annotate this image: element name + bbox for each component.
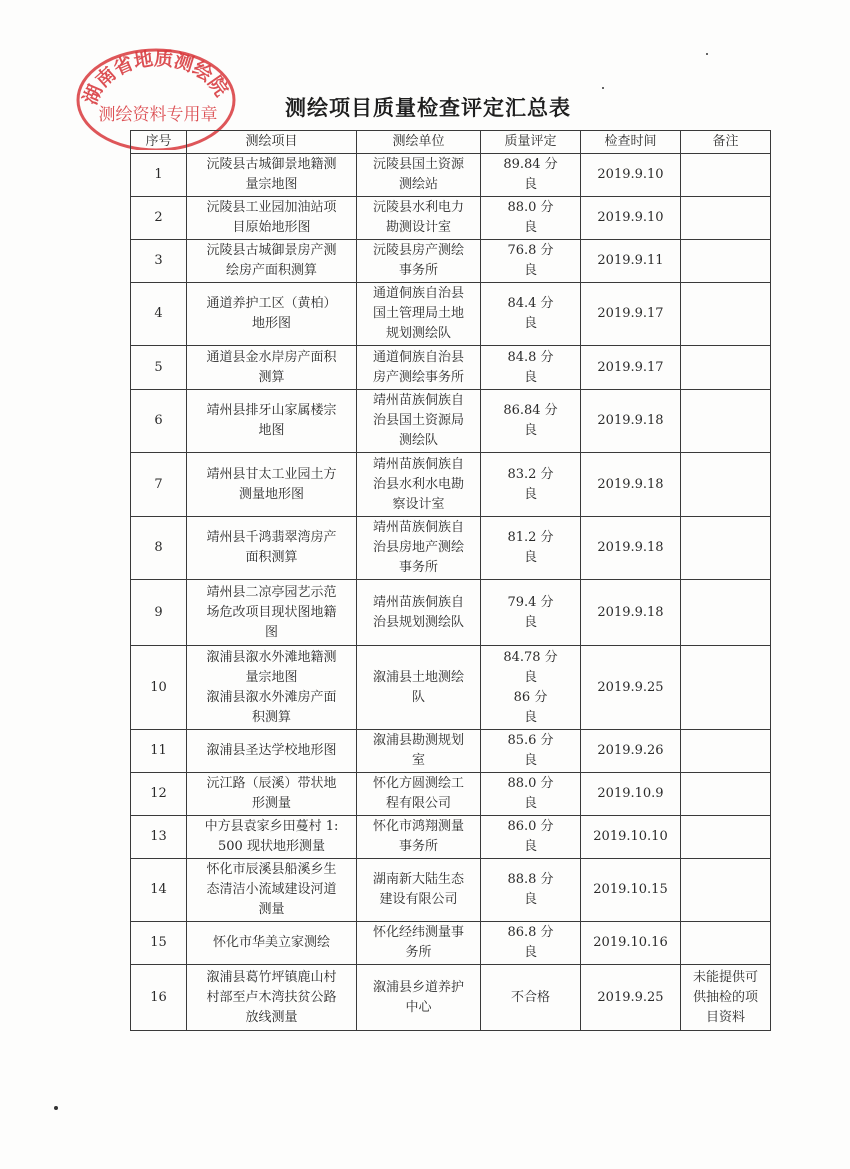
cell-rating-line: 良	[523, 369, 537, 385]
cell-index: 16	[131, 965, 187, 1031]
header-note: 备注	[681, 131, 771, 154]
cell-project	[187, 390, 357, 453]
cell-note	[681, 580, 771, 646]
cell-project-line: 测算	[258, 369, 285, 385]
cell-project-line: 积测算	[251, 709, 291, 725]
cell-project	[187, 197, 357, 240]
cell-rating-line: 良	[523, 669, 537, 685]
cell-rating-line: 良	[523, 945, 537, 960]
table-row	[131, 346, 771, 390]
cell-rating-line: 良	[523, 550, 537, 565]
cell-note	[681, 197, 771, 240]
cell-date: 2019.9.26	[581, 730, 681, 773]
cell-unit-line: 建设有限公司	[379, 892, 458, 907]
scan-speck	[54, 1106, 58, 1110]
cell-project	[187, 730, 357, 773]
cell-rating-line: 89.84 分	[503, 157, 558, 172]
cell-date: 2019.9.10	[581, 197, 681, 240]
cell-unit-line: 靖州苗族侗族自	[372, 520, 464, 535]
cell-rating-line: 88.0 分	[507, 776, 554, 791]
cell-unit-line: 察设计室	[392, 496, 445, 512]
cell-note-line: 供抽检的项	[692, 989, 758, 1005]
cell-unit	[357, 730, 481, 773]
cell-project	[187, 517, 357, 580]
cell-rating-line: 79.4 分	[507, 594, 554, 610]
cell-project	[187, 453, 357, 517]
cell-unit	[357, 346, 481, 390]
cell-index: 10	[131, 646, 187, 730]
cell-project-line: 地形图	[251, 316, 291, 331]
cell-project-line: 量宗地图	[245, 669, 298, 685]
cell-project-line: 图	[264, 624, 278, 640]
cell-unit-line: 房产测绘事务所	[372, 369, 464, 385]
cell-index: 8	[131, 517, 187, 580]
cell-rating-line: 86.0 分	[507, 819, 554, 834]
cell-note	[681, 154, 771, 197]
cell-note	[681, 922, 771, 965]
cell-date: 2019.9.18	[581, 453, 681, 517]
cell-unit-line: 通道侗族自治县	[372, 286, 464, 301]
cell-unit-line: 溆浦县土地测绘	[372, 669, 464, 685]
cell-project-line: 放线测量	[245, 1009, 298, 1025]
cell-project-line: 靖州县排牙山家属楼宗	[206, 403, 337, 418]
cell-unit-line: 事务所	[398, 263, 438, 278]
cell-project	[187, 859, 357, 922]
cell-note	[681, 773, 771, 816]
cell-rating	[481, 197, 581, 240]
inspection-summary-table	[130, 130, 771, 1031]
table-row	[131, 197, 771, 240]
cell-rating	[481, 346, 581, 390]
cell-rating	[481, 154, 581, 197]
cell-project	[187, 773, 357, 816]
cell-unit	[357, 283, 481, 346]
cell-unit-line: 国土管理局土地	[372, 306, 464, 321]
cell-project-line: 形测量	[251, 796, 291, 811]
cell-unit	[357, 646, 481, 730]
cell-note	[681, 517, 771, 580]
cell-project-line: 500 现状地形测量	[218, 839, 325, 854]
cell-rating-line: 良	[523, 316, 537, 331]
cell-unit	[357, 773, 481, 816]
table-row	[131, 922, 771, 965]
scan-speck	[602, 87, 604, 89]
table-row	[131, 240, 771, 283]
cell-unit-line: 怀化经纬测量事	[372, 925, 464, 940]
cell-rating-line: 86.84 分	[503, 403, 558, 418]
cell-rating	[481, 859, 581, 922]
cell-unit-line: 室	[411, 753, 425, 768]
cell-rating-line: 良	[523, 614, 537, 630]
cell-rating-line: 良	[523, 486, 537, 502]
header-unit: 测绘单位	[357, 131, 481, 154]
cell-unit	[357, 922, 481, 965]
cell-project	[187, 965, 357, 1031]
cell-rating	[481, 646, 581, 730]
cell-rating	[481, 390, 581, 453]
cell-rating-line: 良	[523, 796, 537, 811]
cell-unit-line: 靖州苗族侗族自	[372, 393, 464, 408]
cell-rating-line: 良	[523, 423, 537, 438]
cell-date: 2019.9.11	[581, 240, 681, 283]
cell-project-line: 目原始地形图	[232, 220, 311, 235]
table-header-row	[131, 131, 771, 154]
cell-project-line: 沅陵县古城御景地籍测	[206, 157, 337, 172]
cell-unit	[357, 154, 481, 197]
header-date: 检查时间	[581, 131, 681, 154]
cell-date: 2019.10.9	[581, 773, 681, 816]
cell-note	[681, 646, 771, 730]
cell-unit-line: 通道侗族自治县	[372, 349, 464, 365]
cell-unit	[357, 197, 481, 240]
cell-note	[681, 283, 771, 346]
cell-unit	[357, 580, 481, 646]
cell-project-line: 沅陵县工业园加油站项	[206, 200, 337, 215]
cell-unit-line: 治县水利水电勘	[372, 476, 464, 492]
cell-date: 2019.9.10	[581, 154, 681, 197]
cell-project-line: 通道县金水岸房产面积	[206, 349, 337, 365]
header-project: 测绘项目	[187, 131, 357, 154]
table-row	[131, 773, 771, 816]
cell-index: 13	[131, 816, 187, 859]
cell-unit-line: 事务所	[398, 839, 438, 854]
cell-rating-line: 良	[523, 709, 537, 725]
cell-note-line: 未能提供可	[692, 969, 758, 985]
cell-rating	[481, 240, 581, 283]
cell-project-line: 靖州县二凉亭园艺示范	[206, 584, 337, 600]
cell-index: 14	[131, 859, 187, 922]
cell-project-line: 靖州县甘太工业园土方	[206, 466, 337, 482]
cell-unit	[357, 240, 481, 283]
cell-note	[681, 390, 771, 453]
cell-unit	[357, 965, 481, 1031]
svg-text:湖南省地质测绘院: 湖南省地质测绘院	[79, 47, 233, 108]
cell-unit-line: 溆浦县乡道养护	[372, 979, 464, 995]
cell-date: 2019.9.18	[581, 517, 681, 580]
cell-unit-line: 勘测设计室	[385, 220, 451, 235]
cell-rating-line: 良	[523, 839, 537, 854]
document-title: 测绘项目质量检查评定汇总表	[285, 95, 571, 120]
cell-project-line: 量宗地图	[245, 177, 298, 192]
cell-unit	[357, 517, 481, 580]
cell-unit-line: 测绘站	[398, 177, 438, 192]
cell-index: 4	[131, 283, 187, 346]
cell-project-line: 中方县袁家乡田蔓村 1:	[204, 819, 339, 834]
cell-note	[681, 816, 771, 859]
cell-rating-line: 良	[523, 892, 537, 907]
cell-unit-line: 测绘队	[398, 433, 438, 448]
cell-date: 2019.9.17	[581, 346, 681, 390]
cell-project-line: 溆浦县溆水外滩地籍测	[206, 649, 337, 665]
cell-project-line: 溆浦县圣达学校地形图	[206, 743, 337, 758]
cell-rating	[481, 283, 581, 346]
cell-rating-line: 良	[523, 220, 537, 235]
cell-rating-line: 良	[523, 177, 537, 192]
header-index: 序号	[131, 131, 187, 154]
cell-date: 2019.10.15	[581, 859, 681, 922]
cell-note	[681, 859, 771, 922]
cell-unit-line: 湖南新大陆生态	[372, 872, 464, 887]
table-row	[131, 859, 771, 922]
cell-unit-line: 怀化方圆测绘工	[372, 776, 464, 791]
table-row	[131, 453, 771, 517]
cell-index: 9	[131, 580, 187, 646]
cell-rating-line: 76.8 分	[507, 243, 554, 258]
cell-project-line: 怀化市华美立家测绘	[212, 935, 330, 950]
cell-unit-line: 事务所	[398, 560, 438, 575]
cell-unit	[357, 453, 481, 517]
cell-note	[681, 240, 771, 283]
cell-unit-line: 沅陵县水利电力	[372, 200, 464, 215]
cell-index: 5	[131, 346, 187, 390]
cell-date: 2019.9.25	[581, 646, 681, 730]
cell-date: 2019.9.18	[581, 580, 681, 646]
cell-rating	[481, 922, 581, 965]
cell-rating-line: 86 分	[513, 689, 548, 705]
cell-index: 15	[131, 922, 187, 965]
cell-rating-line: 81.2 分	[507, 530, 554, 545]
cell-note	[681, 965, 771, 1031]
cell-project-line: 靖州县千鸿翡翠湾房产	[206, 530, 337, 545]
cell-project	[187, 154, 357, 197]
cell-unit	[357, 816, 481, 859]
cell-project-line: 地图	[258, 423, 285, 438]
cell-project-line: 通道养护工区（黄柏）	[206, 296, 337, 311]
table-row	[131, 283, 771, 346]
cell-unit-line: 治县房地产测绘	[372, 540, 464, 555]
cell-unit-line: 沅陵县房产测绘	[372, 243, 464, 258]
cell-project-line: 场危改项目现状图地籍	[206, 604, 337, 620]
cell-rating-line: 良	[523, 263, 537, 278]
cell-project	[187, 346, 357, 390]
cell-index: 1	[131, 154, 187, 197]
cell-note	[681, 453, 771, 517]
svg-text:测绘资料专用章: 测绘资料专用章	[98, 105, 218, 125]
cell-unit-line: 溆浦县勘测规划	[372, 733, 464, 748]
cell-rating	[481, 730, 581, 773]
cell-date: 2019.9.17	[581, 283, 681, 346]
cell-unit-line: 靖州苗族侗族自	[372, 456, 464, 472]
cell-date: 2019.10.16	[581, 922, 681, 965]
cell-unit-line: 队	[411, 689, 425, 705]
cell-index: 2	[131, 197, 187, 240]
cell-project-line: 测量	[258, 902, 285, 917]
cell-rating-line: 84.78 分	[503, 649, 558, 665]
cell-project	[187, 240, 357, 283]
table-row	[131, 730, 771, 773]
cell-project	[187, 283, 357, 346]
cell-rating-line: 85.6 分	[507, 733, 554, 748]
table-row	[131, 154, 771, 197]
cell-unit-line: 规划测绘队	[385, 326, 451, 341]
cell-project-line: 绘房产面积测算	[225, 263, 317, 278]
cell-project-line: 测量地形图	[238, 486, 304, 502]
cell-rating-line: 86.8 分	[507, 925, 554, 940]
cell-project	[187, 646, 357, 730]
cell-project-line: 面积测算	[245, 550, 298, 565]
cell-rating-line: 不合格	[510, 989, 550, 1005]
cell-unit-line: 沅陵县国土资源	[372, 157, 464, 172]
cell-rating	[481, 580, 581, 646]
cell-index: 7	[131, 453, 187, 517]
header-rating: 质量评定	[481, 131, 581, 154]
table-row	[131, 816, 771, 859]
cell-index: 12	[131, 773, 187, 816]
cell-rating	[481, 816, 581, 859]
scan-speck	[706, 53, 708, 55]
cell-project-line: 态清洁小流域建设河道	[206, 882, 337, 897]
cell-rating-line: 88.0 分	[507, 200, 554, 215]
cell-rating-line: 84.4 分	[507, 296, 554, 311]
cell-rating	[481, 773, 581, 816]
cell-project-line: 怀化市辰溪县船溪乡生	[206, 862, 337, 877]
cell-unit-line: 治县规划测绘队	[372, 614, 464, 630]
cell-note-line: 目资料	[705, 1009, 745, 1025]
table-row	[131, 646, 771, 730]
cell-rating	[481, 517, 581, 580]
cell-rating	[481, 965, 581, 1031]
table-row	[131, 965, 771, 1031]
cell-project-line: 溆浦县溆水外滩房产面	[206, 689, 337, 705]
cell-date: 2019.10.10	[581, 816, 681, 859]
table-row	[131, 390, 771, 453]
cell-unit-line: 程有限公司	[385, 796, 451, 811]
cell-unit-line: 怀化市鸿翔测量	[372, 819, 464, 834]
cell-rating-line: 88.8 分	[507, 872, 554, 887]
cell-project	[187, 816, 357, 859]
cell-rating-line: 良	[523, 753, 537, 768]
cell-index: 3	[131, 240, 187, 283]
cell-unit-line: 治县国土资源局	[372, 413, 464, 428]
cell-project-line: 村部至卢木湾扶贫公路	[206, 989, 337, 1005]
cell-index: 11	[131, 730, 187, 773]
cell-unit-line: 务所	[405, 945, 432, 960]
cell-project	[187, 922, 357, 965]
cell-project-line: 沅江路（辰溪）带状地	[206, 776, 337, 791]
cell-index: 6	[131, 390, 187, 453]
cell-unit-line: 中心	[405, 999, 432, 1015]
cell-unit	[357, 390, 481, 453]
cell-rating-line: 84.8 分	[507, 349, 554, 365]
cell-note	[681, 730, 771, 773]
table-row	[131, 517, 771, 580]
table-body	[131, 154, 771, 1031]
cell-project-line: 沅陵县古城御景房产测	[206, 243, 337, 258]
cell-date: 2019.9.18	[581, 390, 681, 453]
cell-note	[681, 346, 771, 390]
cell-unit-line: 靖州苗族侗族自	[372, 594, 464, 610]
cell-unit	[357, 859, 481, 922]
cell-project-line: 溆浦县葛竹坪镇鹿山村	[206, 969, 337, 985]
cell-rating-line: 83.2 分	[507, 466, 554, 482]
cell-date: 2019.9.25	[581, 965, 681, 1031]
cell-project	[187, 580, 357, 646]
table-row	[131, 580, 771, 646]
cell-rating	[481, 453, 581, 517]
